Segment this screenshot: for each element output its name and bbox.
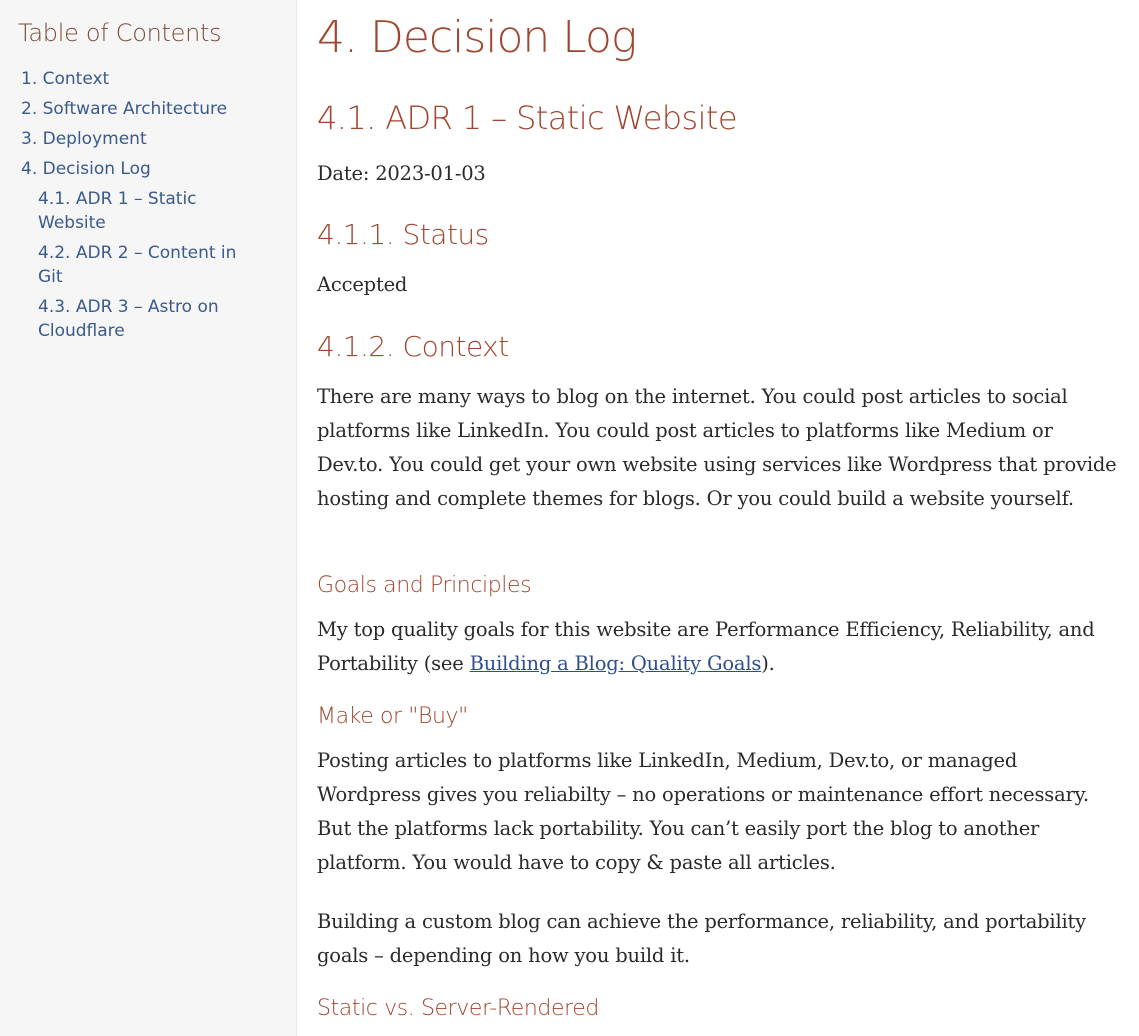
goals-heading: Goals and Principles (317, 573, 532, 598)
make-buy-paragraph: Posting articles to platforms like LinkedIn, Medium, Dev.to, or managed Wordpress gives you reliabilty – no operations or maintenance effort necessary. But the platforms lack portability. You can’t easily port the blog to another platform. You would have to copy & paste all articles. (317, 749, 1089, 874)
toc-item-software-architecture[interactable]: 2. Software Architecture (21, 99, 228, 119)
adr-date: Date: 2023-01-03 (317, 162, 486, 185)
toc-item-decision-log[interactable]: 4. Decision Log (21, 159, 151, 179)
toc-item-context[interactable]: 1. Context (21, 69, 110, 89)
make-buy-heading: Make or "Buy" (317, 704, 468, 729)
page-title: 4. Decision Log (317, 12, 637, 63)
context-heading: 4.1.2. Context (317, 330, 509, 363)
adr-title: 4.1. ADR 1 – Static Website (317, 99, 737, 137)
goals-text-after: ). (761, 652, 775, 675)
toc-item-deployment[interactable]: 3. Deployment (21, 129, 147, 149)
static-heading: Static vs. Server-Rendered (317, 996, 599, 1021)
toc-item-adr-1[interactable]: 4.1. ADR 1 – Static Website (38, 189, 197, 233)
goals-paragraph (317, 613, 1117, 681)
quality-goals-link[interactable]: Building a Blog: Quality Goals (469, 652, 762, 675)
toc-item-adr-3[interactable]: 4.3. ADR 3 – Astro on Cloudflare (38, 297, 219, 341)
custom-blog-paragraph: Building a custom blog can achieve the performance, reliability, and portability goals – depending on how you build it. (317, 910, 1086, 967)
toc-list (21, 67, 258, 349)
status-heading: 4.1.1. Status (317, 218, 489, 251)
toc-item-adr-2[interactable]: 4.2. ADR 2 – Content in Git (38, 243, 237, 287)
goals-text-before: My top quality goals for this website are Performance Efficiency, Reliability, and Portability (see (317, 618, 1095, 675)
context-paragraph: There are many ways to blog on the internet. You could post articles to social platforms like LinkedIn. You could post articles to platforms like Medium or Dev.to. You could get your own website using services like Wordpress that provide hosting and complete themes for blogs. Or you could build a website yourself. (317, 385, 1117, 510)
toc-sidebar (0, 0, 297, 1036)
toc-title: Table of Contents (18, 19, 222, 47)
status-text: Accepted (317, 273, 408, 296)
